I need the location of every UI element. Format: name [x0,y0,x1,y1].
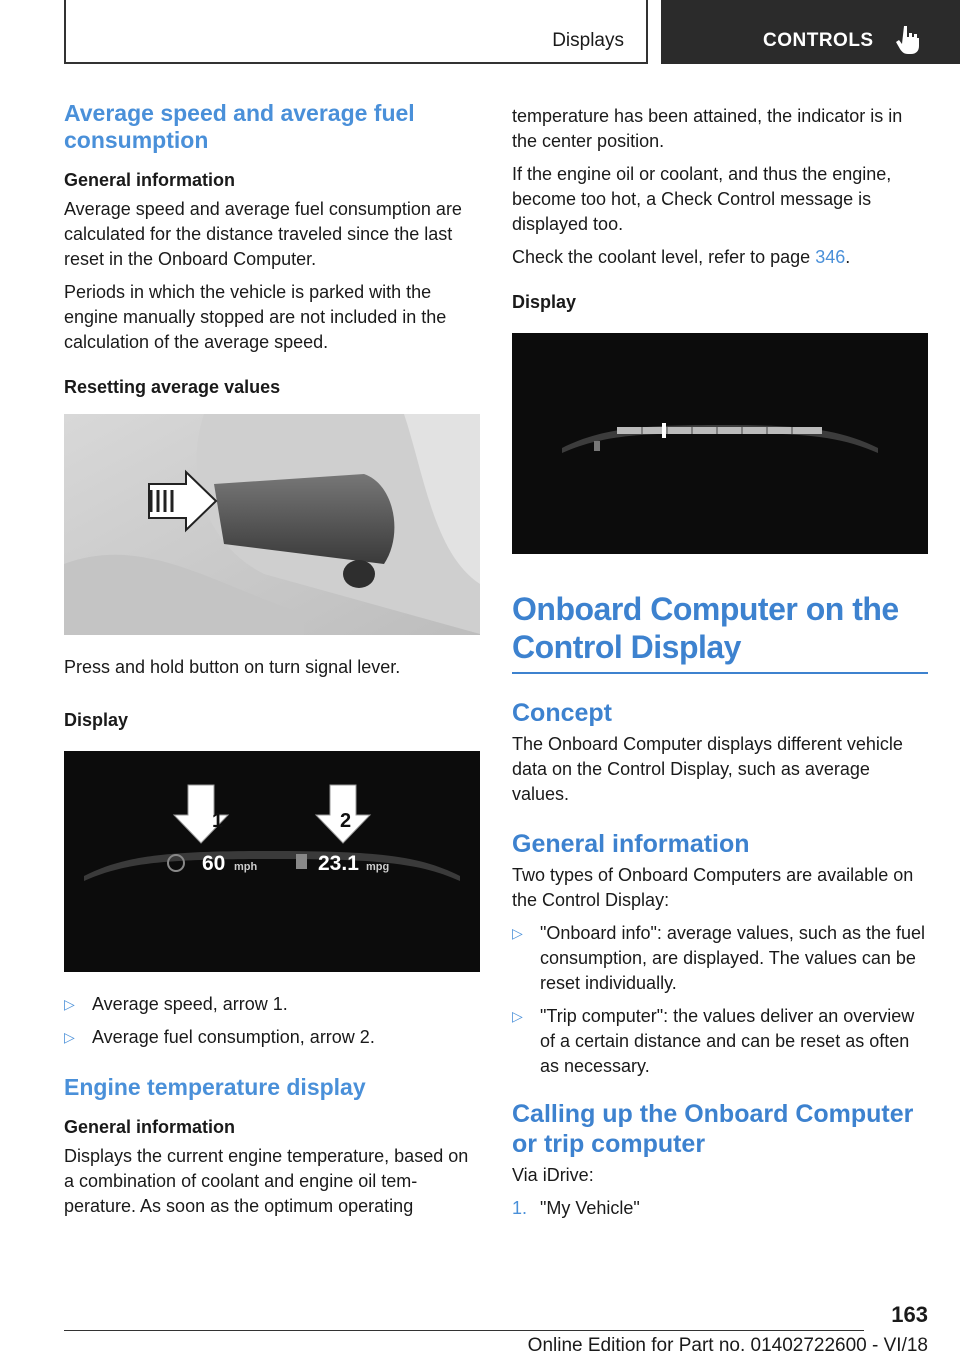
triangle-bullet-icon: ▷ [512,925,523,941]
paragraph: temperature has been attained, the indicator is in the center position. [512,106,903,151]
triangle-bullet-icon: ▷ [64,996,75,1012]
paragraph: Two types of Onboard Computers are available on the Control Display: [512,865,914,910]
calling-up-title: Calling up the Onboard Computer or trip computer [512,1100,914,1158]
header-chapter-title: CONTROLS [763,30,874,51]
triangle-bullet-icon: ▷ [64,1029,75,1045]
footer-edition: Online Edition for Part no. 01402722600 - VI/18 [527,1335,928,1356]
computer-type-bullets [512,921,928,1079]
paragraph: Check the coolant level, refer to page 346. [512,247,851,267]
temperature-indicator-needle [662,423,666,438]
display-heading: Display [512,292,577,312]
list-item: 1. "My Vehicle" [512,1196,928,1221]
paragraph: Average speed and average fuel consumption are calculated for the distance traveled since the last reset in the Onboard Computer. [64,199,462,269]
page-reference-link[interactable]: 346 [815,247,846,267]
triangle-bullet-icon: ▷ [512,1008,523,1024]
paragraph: The Onboard Computer displays different vehicle data on the Control Display, such as average values. [512,734,903,804]
reset-heading: Resetting average values [64,377,281,397]
arrow-label-2: 2 [340,810,352,832]
hand-pointer-icon [895,24,921,54]
section-title-average: Average speed and average fuel consumption [64,100,415,153]
engine-temperature-figure [512,333,928,554]
general-info-title: General information [512,830,750,858]
turn-signal-lever-figure [64,414,480,635]
paragraph: Periods in which the vehicle is parked with the engine manually stopped are not included in the calculation of the average speed. [64,282,447,352]
engine-temperature-title: Engine temperature display [64,1074,366,1100]
speed-value: 60 [202,852,226,875]
header-left-box [64,0,648,64]
header-chapter-tab [661,0,960,64]
footer-divider [64,1330,864,1331]
list-item: ▷ Average fuel consumption, arrow 2. [64,1025,480,1050]
press-hold-text: Press and hold button on turn signal lever. [64,657,401,677]
steps-list [512,1196,928,1221]
step-number: 1. [512,1198,528,1218]
page-number: 163 [891,1302,928,1327]
coolant-icon [594,441,600,451]
speed-unit: mph [234,861,258,873]
arrow-label-1: 1 [212,810,224,832]
paragraph: Via iDrive: [512,1165,594,1185]
paragraph: If the engine oil or coolant, and thus the engine, become too hot, a Check Control message is displayed too. [512,164,892,234]
paragraph: Displays the current engine temperature, based on a combination of coolant and engine oil temperature. As soon as the optimum operating [64,1146,469,1216]
fuel-unit: mpg [366,861,390,873]
list-item: ▷ "Trip computer": the values deliver an overview of a certain distance and can be reset as often as necessary. [512,1006,915,1076]
onboard-computer-title: Onboard Computer on the Control Display [512,590,928,674]
fuel-value: 23.1 [318,852,359,875]
engine-general-heading: General information [64,1117,236,1137]
list-item: ▷ "Onboard info": average values, such as the fuel consumption, are displayed. The values can be reset individually. [512,923,926,993]
header-section-title: Displays [552,30,624,51]
average-display-figure [64,751,480,972]
fuel-pump-icon [296,854,307,869]
concept-title: Concept [512,699,612,727]
general-info-heading: General information [64,170,236,190]
display-heading: Display [64,710,129,730]
right-column [512,104,928,1221]
display-bullets [64,992,480,1050]
list-item: ▷ Average speed, arrow 1. [64,992,480,1017]
left-column [64,100,480,1227]
